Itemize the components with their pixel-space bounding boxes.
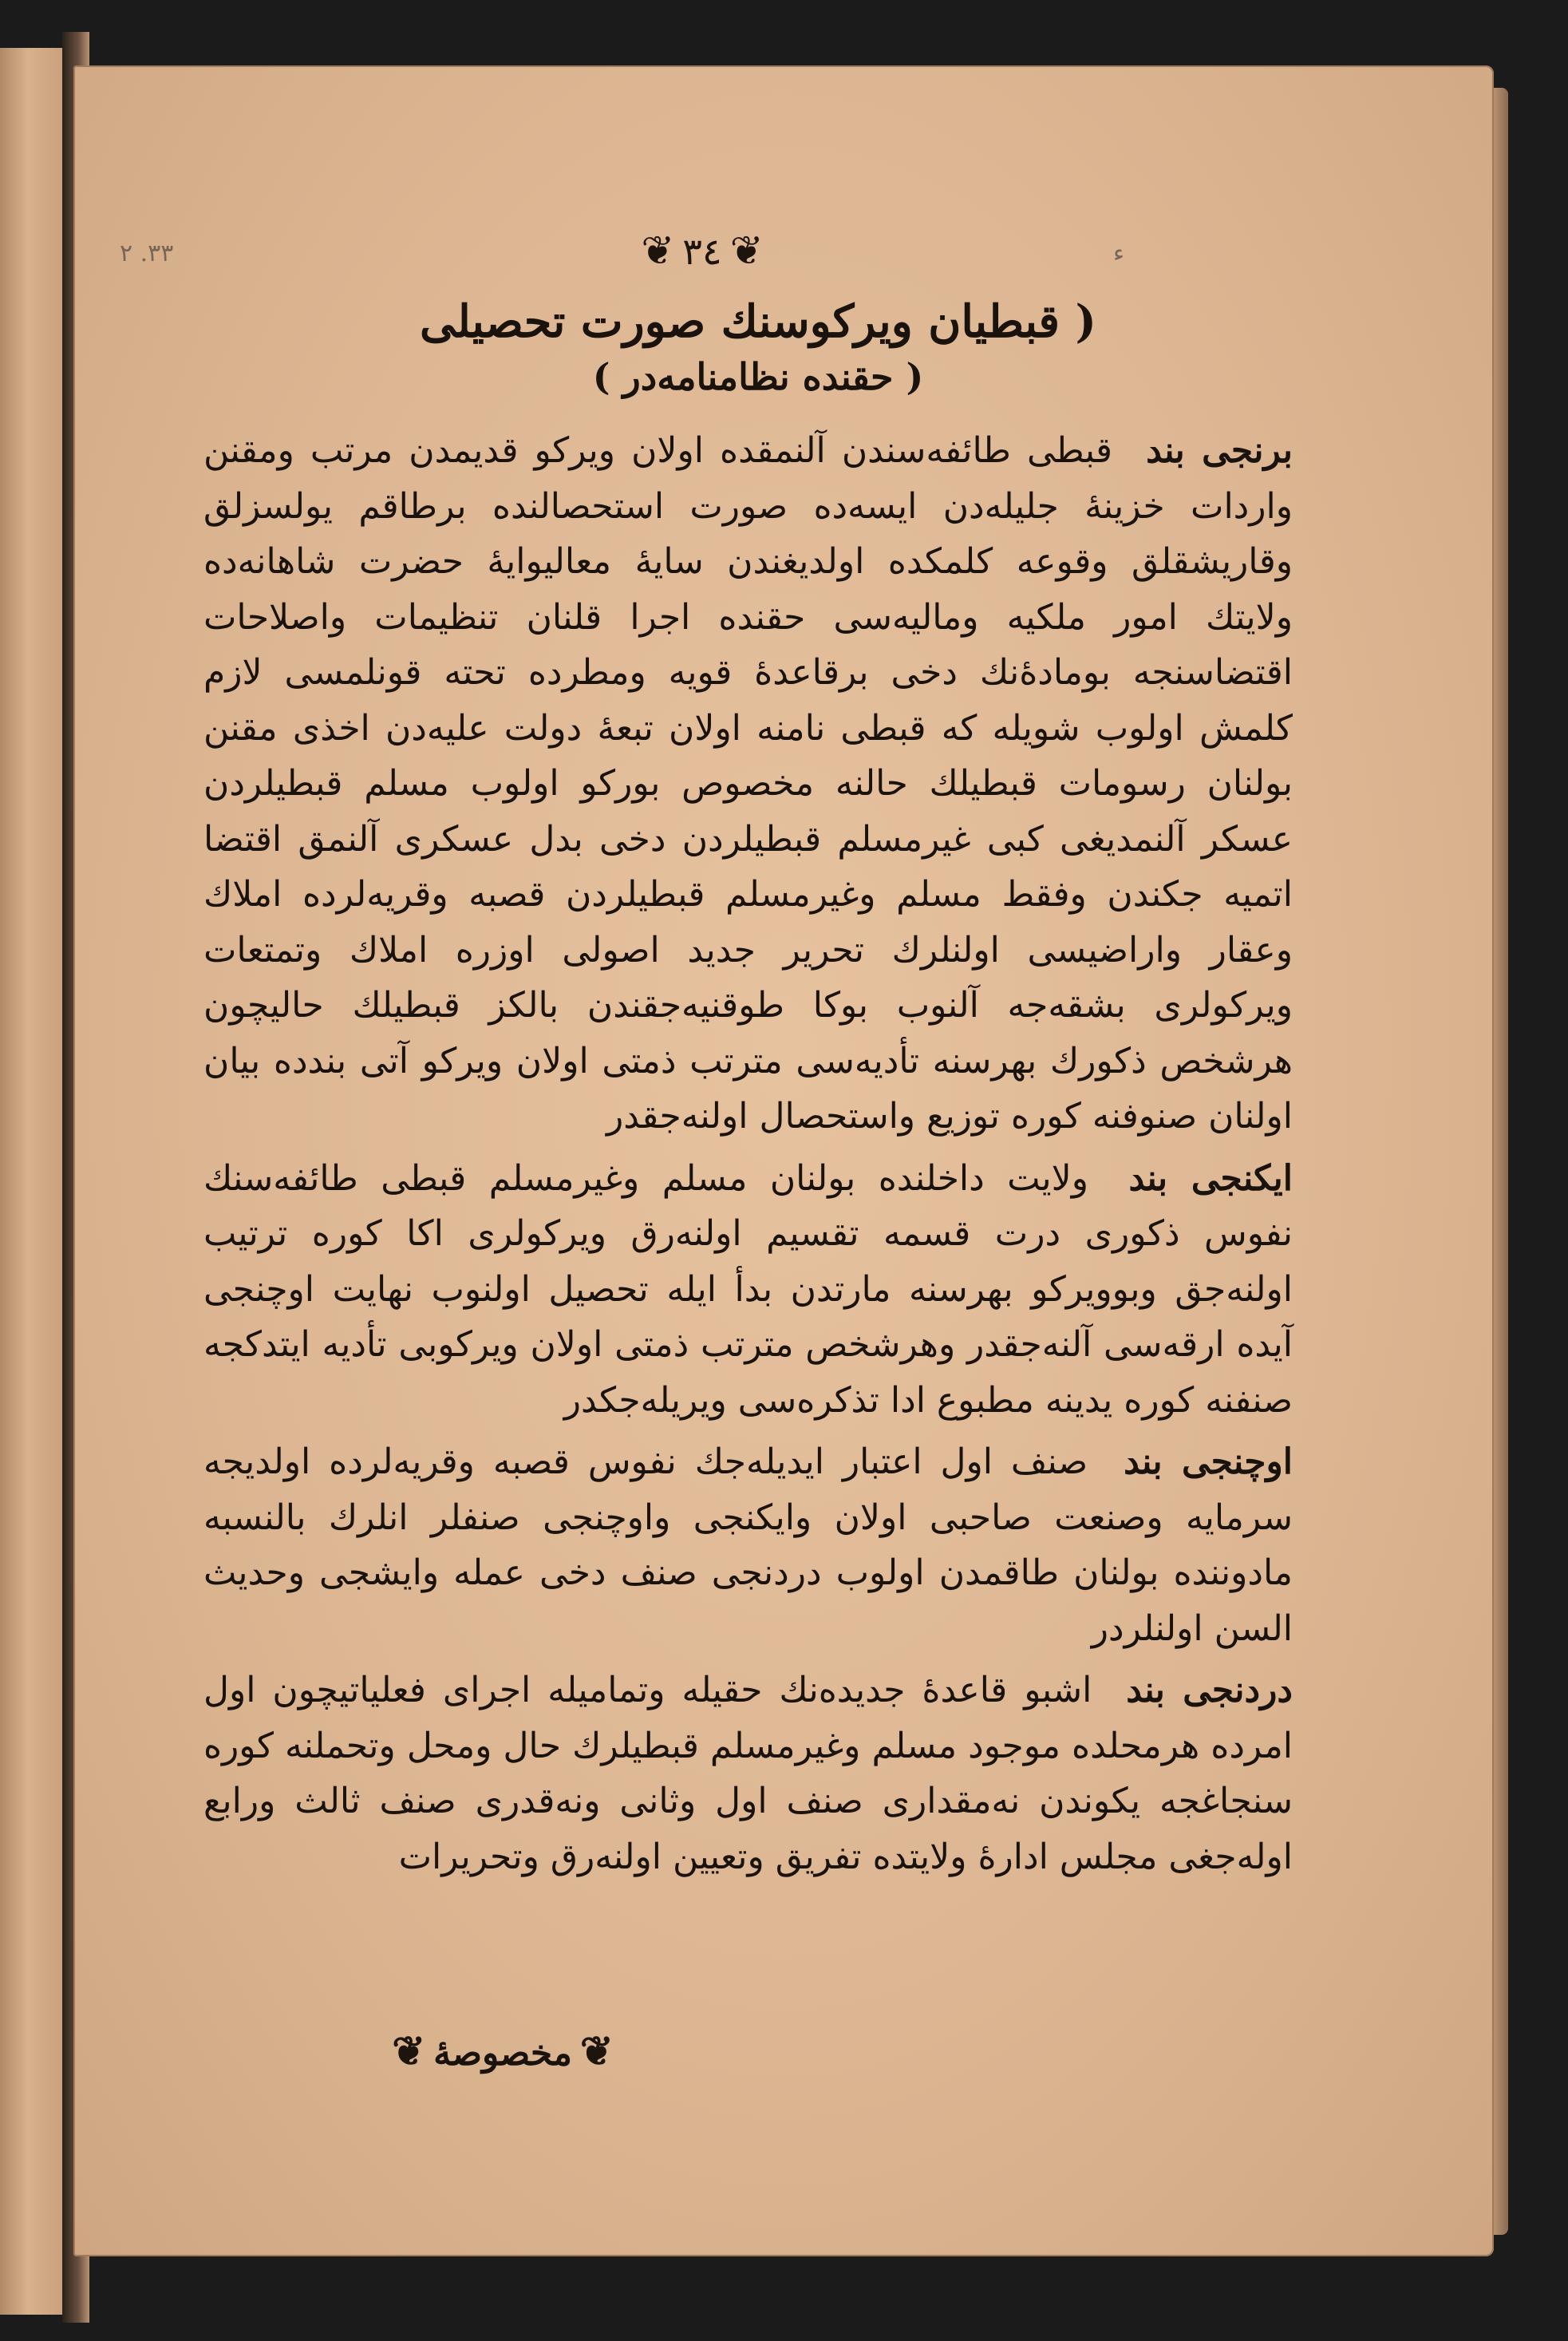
ornament-icon: ❦ bbox=[579, 2027, 614, 2074]
article-label: ایکنجی بند bbox=[1128, 1157, 1293, 1199]
article-text: قبطی طائفه‌سندن آلنمقده اولان ویرکو قدیمدن مرتب ومقنن واردات خزینهٔ جلیله‌دن ایسه‌ده صورت استحصالنده برطاقم یولسزلق وقاریشقلق وقوعه کلمکده اولدیغندن سایهٔ معالیوایهٔ حضرت شاهانه‌ده ولایتك امور ملکیه ومالیه‌سی حقنده اجرا قلنان تنظیمات واصلاحات اقتضاسنجه بومادهٔ‌نك دخی برقاعدهٔ قویه ومطرده تحته قونلمسی لازم کلمش اولوب شویله که قبطی نامنه اولان تبعهٔ دولت علیه‌دن اخذی مقنن بولنان رسومات قبطیلك حالنه مخصوص بورکو اولوب مسلم قبطیلردن عسکر آلنمدیغی کبی غیرمسلم قبطیلردن دخی بدل عسکری آلنمق اقتضا اتمیه جکندن وفقط مسلم وغیرمسلم قبطیلردن قصبه وقریه‌لرده املاك وعقار واراضیسی اولنلرك تحریر جدید اصولی اوزره املاك وتمتعات ویرکولری بشقه‌جه آلنوب بوکا طوقنیه‌جقندن بالکز قبطیلك حالیچون هرشخص ذکورك بهرسنه تأدیه‌سی مترتب ذمتی اولان ویرکو آتی بندده بیان اولنان صنوفنه کوره توزیع واستحصال اولنه‌جقدر bbox=[203, 430, 1293, 1137]
article-4 bbox=[203, 1663, 1293, 1884]
margin-note-right: ء bbox=[1113, 239, 1125, 267]
article-text: اشبو قاعدهٔ جدیده‌نك حقیله وتمامیله اجرای فعلیاتیچون اول امرده هرمحلده موجود مسلم وغیرمسلم قبطیلرك حال ومحل وتحملنه کوره سنجاغجه یکوندن نه‌مقداری صنف اول وثانی ونه‌قدری صنف ثالث ورابع اوله‌جغی مجلس ادارهٔ ولایتده تفریق وتعیین اولنه‌رق وتحریرات bbox=[203, 1670, 1293, 1877]
document-title: ( قبطیان ویرکوسنك صورت تحصیلی bbox=[420, 295, 1096, 348]
document-body bbox=[203, 423, 1293, 1891]
catchword bbox=[335, 2027, 670, 2074]
ornament-icon: ❦ bbox=[641, 227, 675, 274]
article-2 bbox=[203, 1151, 1293, 1429]
margin-note-left: ۲ .۳۳ bbox=[120, 239, 174, 267]
article-label: دردنجی بند bbox=[1126, 1670, 1293, 1710]
page-number-value: ٣٤ bbox=[682, 230, 722, 273]
article-1 bbox=[203, 423, 1293, 1145]
article-text: ولایت داخلنده بولنان مسلم وغیرمسلم قبطی طائفه‌سنك نفوس ذکوری درت قسمه تقسیم اولنه‌رق ویرکولری اکا کوره ترتیب اولنه‌جق وبوویرکو بهرسنه مارتدن بدأ ایله تحصیل اولنوب نهایت اوچنجی آیده ارقه‌سی آلنه‌جقدر وهرشخص مترتب ذمتی اولان ویرکوبی تأدیه ایتدکجه صنفنه کوره یدینه مطبوع ادا تذکره‌سی ویریله‌جکدر bbox=[203, 1157, 1293, 1421]
article-3 bbox=[203, 1434, 1293, 1656]
document-subtitle: ( حقنده نظامنامه‌در ) bbox=[592, 355, 924, 398]
ornament-icon: ❦ bbox=[729, 227, 764, 274]
page-number bbox=[606, 227, 798, 274]
page-edge-right bbox=[1494, 88, 1508, 2235]
article-label: برنجی بند bbox=[1146, 430, 1293, 471]
ornament-icon: ❦ bbox=[392, 2027, 426, 2074]
previous-page-edge bbox=[0, 48, 65, 2315]
article-label: اوچنجی بند bbox=[1124, 1441, 1293, 1482]
catchword-text: مخصوصهٔ bbox=[433, 2033, 572, 2074]
article-text: صنف اول اعتبار ایدیله‌جك نفوس قصبه وقریه‌لرده اولدیجه سرمایه وصنعت صاحبی اولان وایکنجی واوچنجی صنفلر انلرك بالنسبه مادوننده بولنان طاقمدن اولوب دردنجی صنف دخی عمله وایشجی وحدیث السن اولنلردر bbox=[203, 1441, 1293, 1649]
